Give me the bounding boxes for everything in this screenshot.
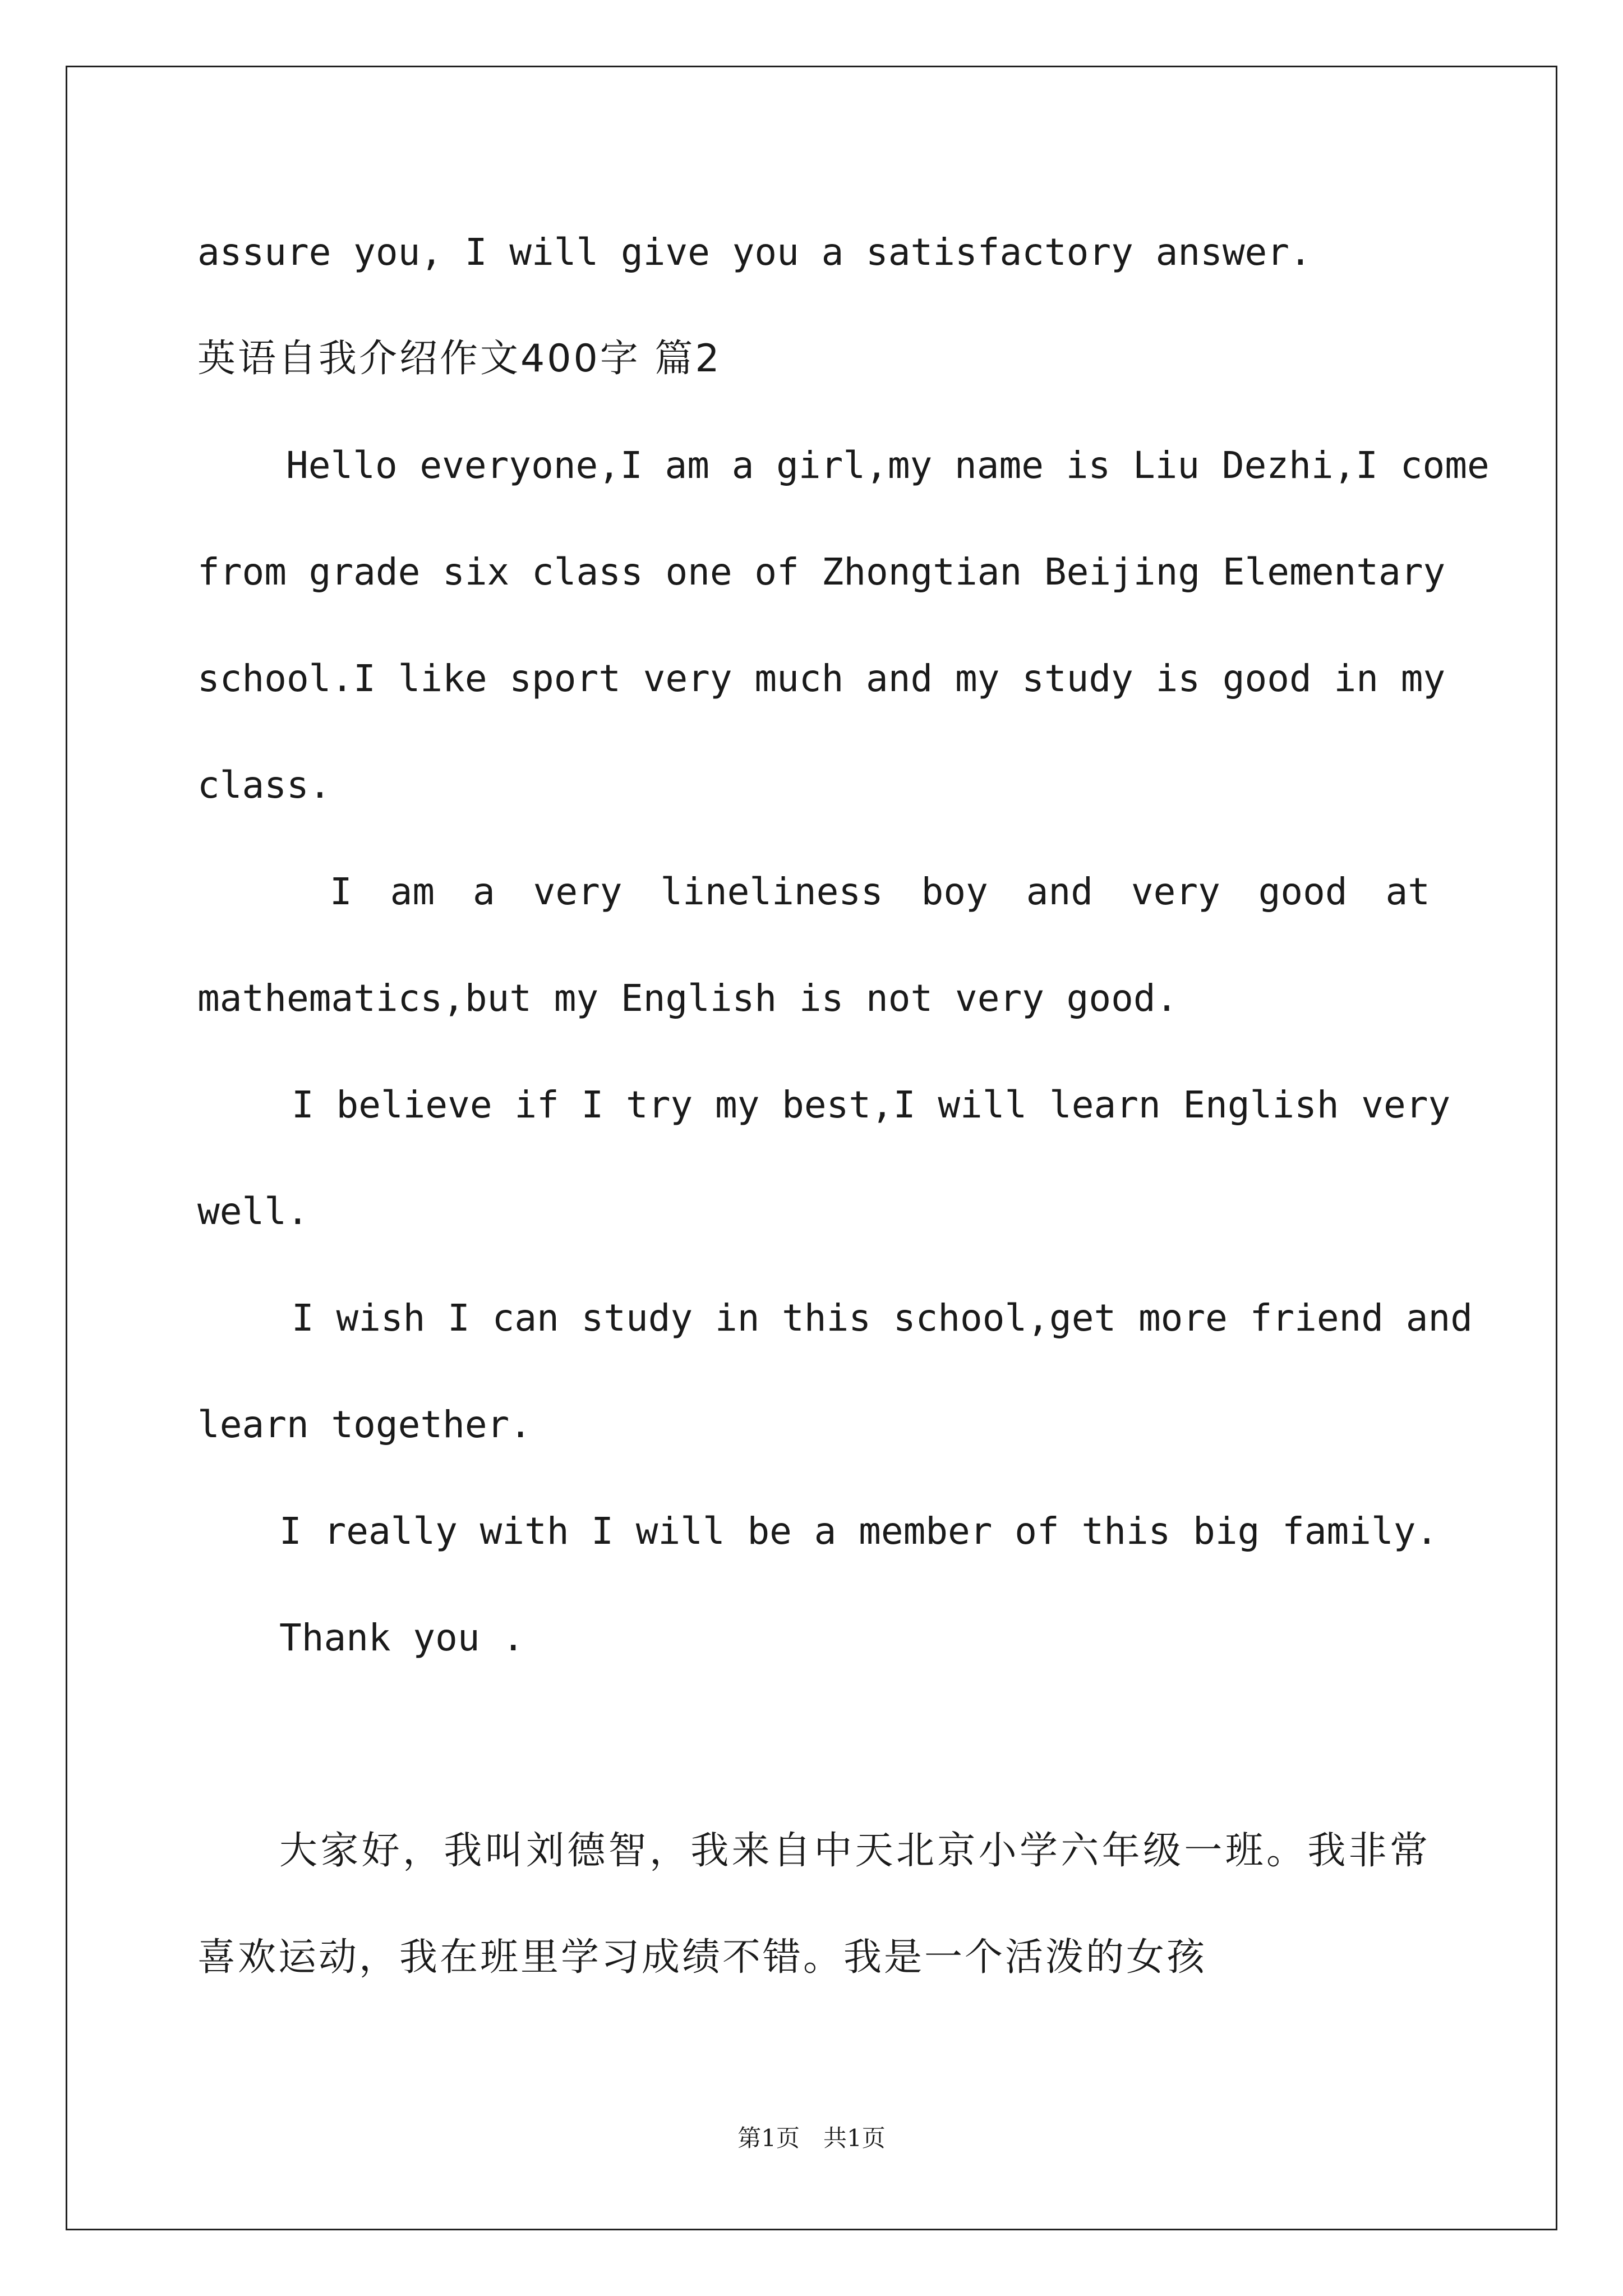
page-number-footer: 第1页 共1页 <box>737 2124 886 2152</box>
paragraph-line: 大家好，我叫刘德智，我来自中天北京小学六年级一班。我非常 <box>279 1829 1430 1873</box>
paragraph-line: I really with I will be a member of this big family. <box>279 1510 1438 1553</box>
paragraph-line: assure you, I will give you a satisfactory answer. <box>197 231 1312 274</box>
paragraph-line: school.I like sport very much and my study is good in my <box>197 657 1446 700</box>
paragraph-line: mathematics,but my English is not very good. <box>197 977 1178 1020</box>
paragraph-line: I believe if I try my best,I will learn English very <box>292 1083 1451 1126</box>
paragraph-line: 喜欢运动，我在班里学习成绩不错。我是一个活泼的女孩 <box>197 1935 1207 1980</box>
paragraph-line: from grade six class one of Zhongtian Beijing Elementary <box>197 550 1446 593</box>
paragraph-line: I wish I can study in this school,get more friend and <box>292 1296 1473 1340</box>
paragraph-line: well. <box>197 1190 309 1233</box>
paragraph-line: learn together. <box>197 1403 532 1446</box>
section-heading: 英语自我介绍作文400字 篇2 <box>197 337 722 381</box>
paragraph-line: class. <box>197 763 331 807</box>
paragraph-line: Thank you . <box>279 1616 525 1659</box>
paragraph-line: Hello everyone,I am a girl,my name is Liu Dezhi,I come <box>286 444 1490 487</box>
paragraph-line: I am a very lineliness boy and very good at <box>330 870 1430 913</box>
page-border <box>66 66 1557 2230</box>
